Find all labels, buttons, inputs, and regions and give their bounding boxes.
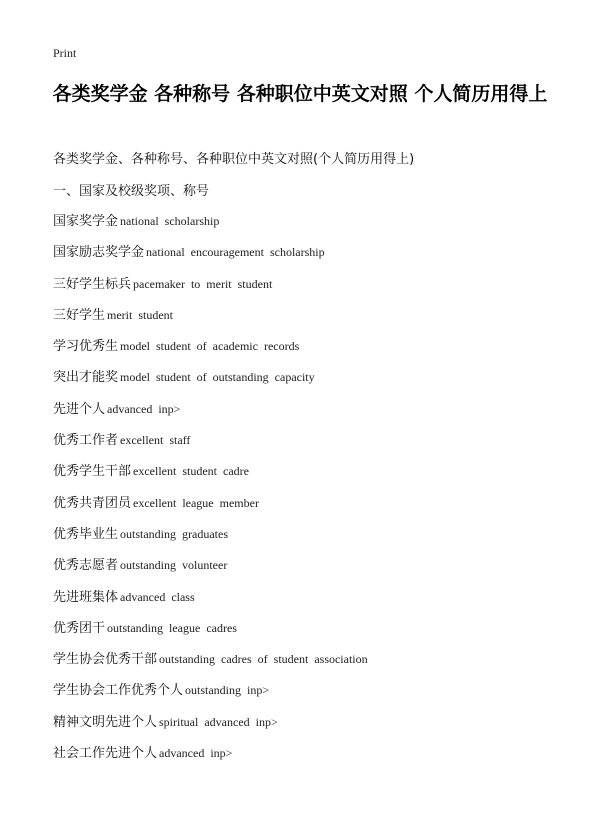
list-item [53, 523, 368, 554]
entry-english: excellent staff [120, 433, 191, 448]
entry-english: model student of outstanding capacity [120, 370, 315, 385]
entry-english: model student of academic records [120, 339, 300, 354]
entry-chinese: 优秀毕业生 [53, 526, 119, 542]
entry-chinese: 先进个人 [53, 401, 106, 417]
list-item [53, 398, 368, 429]
entry-english: advanced class [120, 589, 195, 604]
entry-chinese: 三好学生标兵 [53, 276, 132, 292]
entry-chinese: 国家励志奖学金 [53, 245, 145, 261]
entry-chinese: 学生协会优秀干部 [53, 652, 158, 668]
list-item [53, 742, 368, 773]
list-item [53, 335, 368, 366]
entry-english: outstanding volunteer [120, 558, 228, 573]
list-item [53, 554, 368, 585]
entry-chinese: 学生协会工作优秀个人 [53, 683, 184, 699]
list-item [53, 429, 368, 460]
list-item [53, 617, 368, 648]
entry-english: national encouragement scholarship [146, 245, 325, 260]
entry-chinese: 优秀工作者 [53, 433, 119, 449]
list-item [53, 679, 368, 710]
list-item [53, 460, 368, 491]
entry-chinese: 优秀学生干部 [53, 464, 132, 480]
intro-text: 各类奖学金、各种称号、各种职位中英文对照(个人简历用得上) [53, 152, 415, 167]
entry-chinese: 优秀志愿者 [53, 558, 119, 574]
document-title: 各类奖学金 各种称号 各种职位中英文对照 个人简历用得上 [52, 83, 548, 105]
entry-chinese: 精神文明先进个人 [53, 714, 158, 730]
award-list [53, 210, 368, 773]
entry-english: advanced inp> [159, 746, 233, 761]
list-item [53, 210, 368, 241]
list-item [53, 366, 368, 397]
entry-english: merit student [107, 307, 174, 322]
entry-english: advanced inp> [107, 401, 181, 416]
entry-chinese: 三好学生 [53, 307, 106, 323]
list-item [53, 586, 368, 617]
entry-chinese: 学习优秀生 [53, 339, 119, 355]
list-item [53, 273, 368, 304]
entry-chinese: 优秀共青团员 [53, 495, 132, 511]
list-item [53, 492, 368, 523]
entry-chinese: 优秀团干 [53, 620, 106, 636]
entry-chinese: 社会工作先进个人 [53, 746, 158, 762]
list-item [53, 241, 368, 272]
list-item [53, 711, 368, 742]
entry-english: spiritual advanced inp> [159, 714, 278, 729]
entry-english: excellent student cadre [133, 464, 249, 479]
list-item [53, 304, 368, 335]
entry-english: outstanding graduates [120, 526, 228, 541]
entry-english: national scholarship [120, 214, 220, 228]
entry-english: outstanding cadres of student association [159, 652, 368, 667]
list-item [53, 648, 368, 679]
entry-chinese: 国家奖学金 [53, 214, 119, 229]
entry-chinese: 先进班集体 [53, 589, 119, 605]
entry-english: outstanding league cadres [107, 620, 237, 635]
entry-english: excellent league member [133, 495, 259, 510]
print-label: Print [53, 46, 77, 60]
entry-chinese: 突出才能奖 [53, 370, 119, 386]
entry-english: pacemaker to merit student [133, 276, 273, 291]
entry-english: outstanding inp> [185, 683, 270, 698]
section-heading: 一、国家及校级奖项、称号 [53, 184, 210, 199]
